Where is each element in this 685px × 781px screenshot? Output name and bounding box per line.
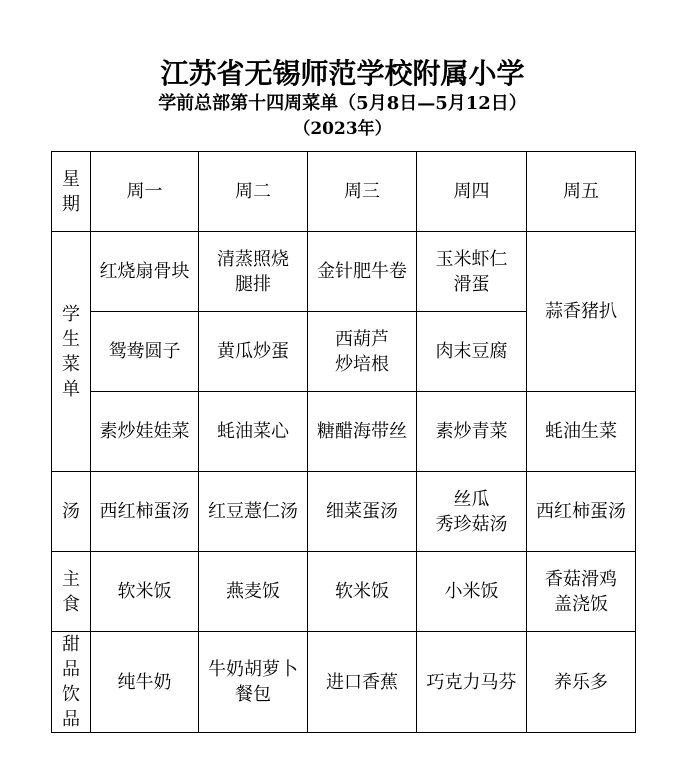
menu-cell: 细菜蛋汤: [308, 472, 417, 552]
menu-cell: 纯牛奶: [91, 632, 199, 733]
dessert-label: 甜品饮品: [52, 632, 91, 733]
day-thursday: 周四: [417, 152, 527, 232]
menu-cell: 西红柿蛋汤: [91, 472, 199, 552]
menu-cell: [417, 472, 527, 552]
menu-cell-line: 盖浇饭: [554, 593, 608, 615]
menu-cell: 蚝油生菜: [527, 392, 636, 472]
weekly-menu-table: [51, 151, 636, 733]
menu-cell: 进口香蕉: [308, 632, 417, 733]
menu-cell: 软米饭: [91, 552, 199, 632]
menu-cell: 西红柿蛋汤: [527, 472, 636, 552]
day-monday: 周一: [91, 152, 199, 232]
student-menu-row-3: [52, 392, 636, 472]
menu-cell-friday-main: 蒜香猪扒: [527, 232, 636, 392]
day-wednesday: 周三: [308, 152, 417, 232]
menu-cell-line: 滑蛋: [453, 273, 490, 295]
menu-cell: [199, 232, 308, 312]
menu-cell: 肉末豆腐: [417, 312, 527, 392]
menu-cell-line: 牛奶胡萝卜: [208, 659, 298, 680]
menu-cell: [308, 312, 417, 392]
header-row: [52, 152, 636, 232]
day-tuesday: 周二: [199, 152, 308, 232]
menu-cell: [417, 232, 527, 312]
soup-label: 汤: [52, 472, 91, 552]
menu-cell: 红烧扇骨块: [91, 232, 199, 312]
student-menu-row-1: [52, 232, 636, 312]
student-menu-label: 学生菜单: [52, 232, 91, 472]
menu-cell: [199, 632, 308, 733]
menu-cell: 鸳鸯圆子: [91, 312, 199, 392]
menu-cell: [527, 552, 636, 632]
menu-cell-line: 清蒸照烧: [217, 248, 289, 270]
menu-cell-line: 秀珍菇汤: [435, 513, 508, 535]
menu-cell: 糖醋海带丝: [308, 392, 417, 472]
menu-cell: 素炒娃娃菜: [91, 392, 199, 472]
menu-cell: 黄瓜炒蛋: [199, 312, 308, 392]
menu-cell-line: 西葫芦: [335, 328, 389, 350]
menu-cell-line: 腿排: [235, 273, 271, 295]
menu-cell: 养乐多: [527, 632, 636, 733]
school-title: 江苏省无锡师范学校附属小学: [160, 57, 525, 90]
menu-cell: 金针肥牛卷: [308, 232, 417, 312]
menu-cell: 巧克力马芬: [417, 632, 527, 733]
menu-cell-line: 玉米虾仁: [435, 248, 508, 270]
menu-cell: 素炒青菜: [417, 392, 527, 472]
staple-row: [52, 552, 636, 632]
dessert-row: [52, 632, 636, 733]
weekday-corner-label: 星期: [52, 152, 91, 232]
soup-row: [52, 472, 636, 552]
menu-cell: 软米饭: [308, 552, 417, 632]
menu-cell: 小米饭: [417, 552, 527, 632]
staple-label: 主食: [52, 552, 91, 632]
menu-cell-line: 炒培根: [335, 353, 389, 375]
menu-subtitle: 学前总部第十四周菜单（5月8日—5月12日）: [158, 93, 527, 114]
menu-cell: 蚝油菜心: [199, 392, 308, 472]
menu-cell-line: 丝瓜: [453, 488, 490, 510]
menu-cell-line: 餐包: [235, 684, 271, 705]
menu-cell: 燕麦饭: [199, 552, 308, 632]
menu-year: （2023年）: [293, 119, 392, 139]
menu-cell-line: 香菇滑鸡: [545, 568, 617, 590]
day-friday: 周五: [527, 152, 636, 232]
menu-cell: 红豆薏仁汤: [199, 472, 308, 552]
